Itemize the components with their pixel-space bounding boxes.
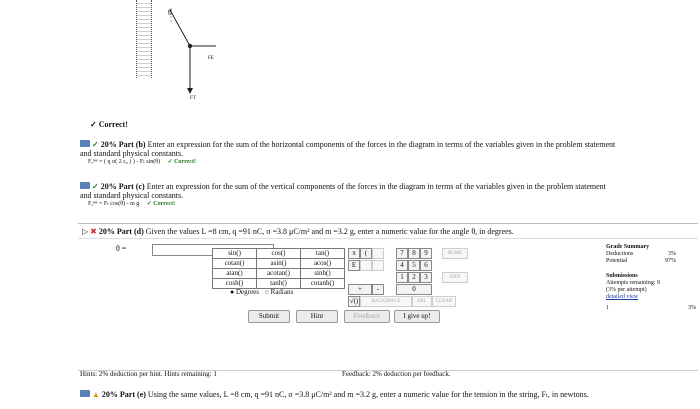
sqrt-key[interactable]: √() [349, 297, 359, 305]
part-e-title: 20% Part (e) [101, 390, 146, 399]
blank-key [360, 260, 372, 271]
give-up-button[interactable]: I give up! [394, 310, 440, 323]
digit-9-key[interactable]: 9 [420, 248, 432, 259]
radians-label: Radians [270, 288, 294, 296]
weight-arrowhead [187, 88, 193, 94]
fn-cos-button[interactable]: cos() [257, 249, 301, 259]
pi-key[interactable]: π [348, 248, 360, 259]
part-d-question: Given the values L =8 cm, q =91 nC, σ =3.8 μC/m² and m =3.2 g, enter a numeric value for the angle θ, in degrees. [145, 227, 514, 236]
charged-ball [188, 44, 192, 48]
part-b-status: ✓ Correct! [167, 159, 196, 165]
digit-8-key[interactable]: 8 [408, 248, 420, 259]
fn-atan-button[interactable]: atan() [213, 269, 257, 279]
part-a-status: ✓ Correct! [90, 120, 128, 129]
part-b-question: Enter an expression for the sum of the horizontal components of the forces in the diagram in terms of the variables given in the problem statement [147, 140, 616, 149]
part-e [80, 390, 700, 399]
attempts-remaining: Attempts remaining: 9 [606, 280, 660, 286]
deductions-label: Deductions [606, 251, 634, 257]
blank-key [372, 260, 384, 271]
clear-key[interactable]: CLEAR [432, 296, 456, 307]
ft-label: FT [190, 96, 196, 101]
deductions-value: 3% [668, 251, 676, 257]
expand-icon[interactable] [80, 182, 90, 189]
correct-check-icon: ✓ [92, 182, 99, 191]
digit-6-key[interactable]: 6 [420, 260, 432, 271]
digit-7-key[interactable]: 7 [396, 248, 408, 259]
blank-key [372, 248, 384, 259]
fn-sin-button[interactable]: sin() [213, 249, 257, 259]
expand-icon[interactable] [80, 140, 90, 147]
feedback-text: Feedback: 2% deduction per feedback. [342, 370, 451, 378]
part-c [80, 182, 690, 209]
submission-deduction: 3% [688, 305, 696, 311]
theta-label: θ [168, 8, 172, 17]
part-b [80, 140, 690, 167]
fn-acotan-button[interactable]: acotan() [257, 269, 301, 279]
fn-tan-button[interactable]: tan() [301, 249, 345, 259]
submissions-title: Submissions [606, 273, 638, 279]
del-key[interactable]: DEL [412, 296, 432, 307]
part-c-question2: and standard physical constants. [80, 191, 184, 200]
fn-cotanh-button[interactable]: cotanh() [301, 279, 345, 289]
fn-cosh-button[interactable]: cosh() [213, 279, 257, 289]
end-key[interactable]: END [442, 272, 468, 283]
feedback-button[interactable]: Feedback [344, 310, 390, 323]
digit-5-key[interactable]: 5 [408, 260, 420, 271]
string-line [170, 10, 190, 46]
part-b-title: 20% Part (b) [100, 140, 146, 149]
detailed-view-link[interactable]: detailed view [606, 294, 639, 300]
potential-value: 97% [665, 258, 676, 264]
part-c-answer: Fᵧⁿᵉᵗ = Fₜ cos(θ) - m g [88, 201, 140, 207]
part-c-question: Enter an expression for the sum of the vertical components of the forces in the diagram in terms of the variables given in the problem statement [146, 182, 606, 191]
angle-mode [230, 288, 293, 296]
minus-key[interactable]: - [372, 284, 384, 295]
submit-button[interactable]: Submit [248, 310, 290, 323]
grade-summary-title: Grade Summary [606, 244, 650, 250]
open-paren-key[interactable]: ( [360, 248, 372, 259]
correct-check-icon: ✓ [92, 140, 99, 149]
degrees-radio[interactable]: ● [230, 288, 235, 296]
potential-label: Potential [606, 258, 628, 264]
fn-acos-button[interactable]: acos() [301, 259, 345, 269]
theta-prompt: θ = [116, 244, 127, 253]
fn-sinh-button[interactable]: sinh() [301, 269, 345, 279]
part-c-title: 20% Part (c) [100, 182, 145, 191]
digit-2-key[interactable]: 2 [408, 272, 420, 283]
part-d-title: 20% Part (d) [98, 227, 144, 236]
grade-sidebar [606, 244, 696, 312]
part-b-question2: and standard physical constants. [80, 149, 184, 158]
radians-radio[interactable]: ○ [264, 288, 269, 296]
fe-label: FE [208, 56, 214, 61]
digit-4-key[interactable]: 4 [396, 260, 408, 271]
fn-tanh-button[interactable]: tanh() [257, 279, 301, 289]
warning-icon: ▲ [92, 390, 100, 399]
plus-key[interactable]: + [348, 284, 372, 295]
expand-icon[interactable] [80, 390, 90, 397]
incorrect-x-icon: ✖ [90, 227, 97, 236]
part-d [82, 227, 682, 236]
backspace-key[interactable]: BACKSPACE [360, 296, 412, 307]
digit-0-key[interactable]: 0 [396, 284, 432, 295]
digit-3-key[interactable]: 3 [420, 272, 432, 283]
home-key[interactable]: HOME [442, 248, 468, 259]
submission-number: 1 [606, 305, 609, 311]
fn-cotan-button[interactable]: cotan() [213, 259, 257, 269]
degrees-label: Degrees [235, 288, 259, 296]
part-c-status: ✓ Correct! [146, 201, 176, 207]
calculator [212, 248, 469, 340]
force-diagram [150, 0, 220, 110]
fn-asin-button[interactable]: asin() [257, 259, 301, 269]
hint-button[interactable]: Hint [296, 310, 338, 323]
part-b-answer: Fₓⁿᵉᵗ = ( q σ( 2 ε₀ ) ) - Fₜ sin(θ) [88, 159, 161, 165]
e-key[interactable]: E [348, 260, 360, 271]
digit-1-key[interactable]: 1 [396, 272, 408, 283]
per-attempt-note: (3% per attempt) [606, 287, 647, 293]
function-table [212, 248, 345, 289]
collapse-triangle-icon[interactable]: ▷ [82, 227, 89, 236]
hints-text: Hints: 2% deduction per hint. Hints remaining: 1 [80, 370, 217, 378]
part-e-question: Using the same values, L =8 cm, q =91 nC, σ =3.8 μC/m² and m =3.2 g, enter a numeric value for the tension in the string, Fₜ, in newtons. [147, 390, 589, 399]
